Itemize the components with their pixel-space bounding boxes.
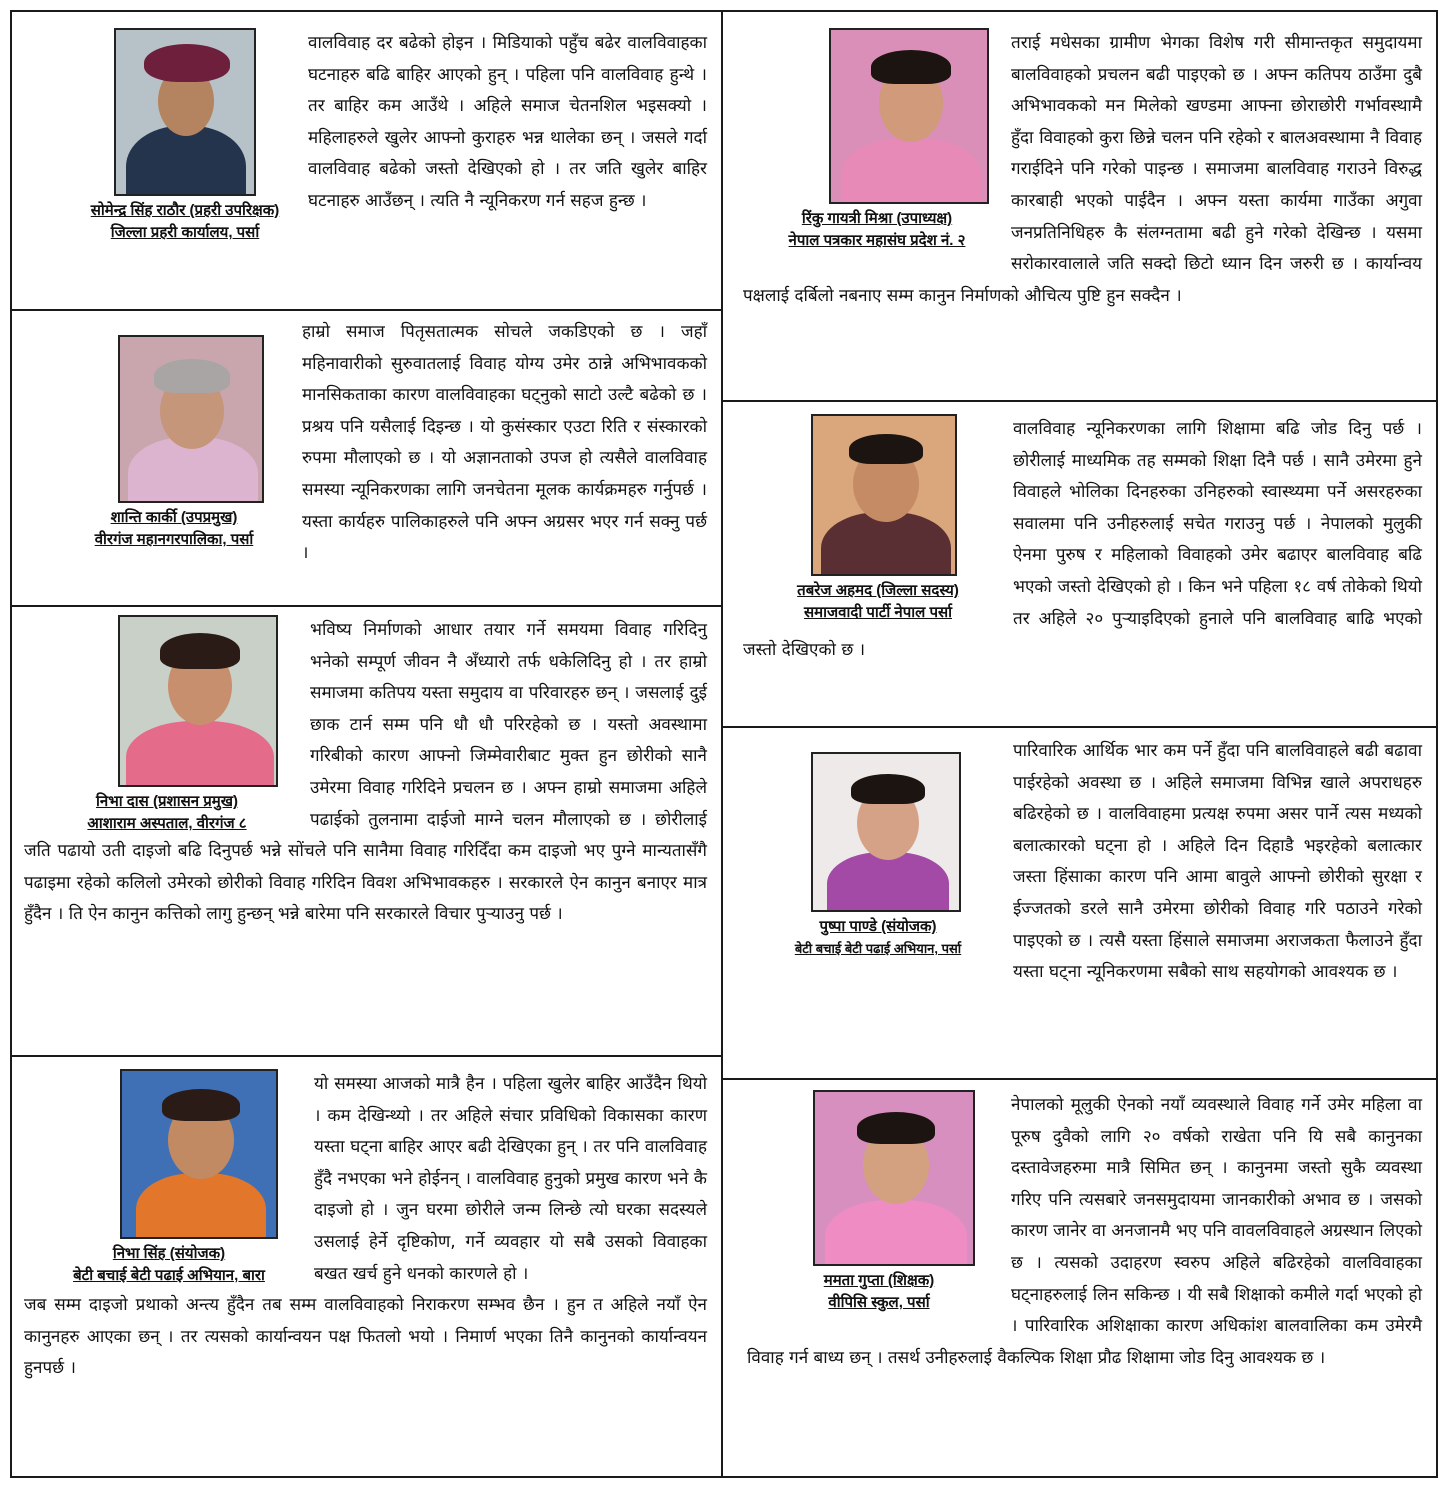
caption-rathaur (62, 200, 308, 244)
caption-karki (46, 507, 302, 551)
caption-office: वीपिसि स्कुल, पर्सा (828, 1294, 930, 1311)
portrait-woman-glasses (811, 752, 961, 912)
caption-name: तबरेज अहमद (जिल्ला सदस्य) (797, 582, 959, 599)
portrait-elderly-woman (118, 335, 264, 503)
caption-office: बेटी बचाई बेटी पढाई अभियान, पर्सा (794, 941, 962, 956)
caption-mishra (743, 208, 1011, 252)
caption-office: आशाराम अस्पताल, वीरगंज ८ (87, 815, 247, 832)
card-karki (12, 311, 721, 607)
quote-text: पारिवारिक आर्थिक भार कम पर्ने हुँदा पनि बालविवाहले बढी बढावा पाईरहेको अवस्था छ । अहिले समाजमा विभिन्न खाले अपराधहरु बढिरहेको छ । वालविवाहमा प्रत्यक्ष रुपमा असर पार्ने त्यस मध्यको बलात्कारको घट्ना हो । अहिले दिन दिहाडै भइरहेको बलात्कार जस्ता हिंसाका कारण पनि आमा बावुले आफ्नो छोरीको सुरक्षा र ईज्जतको डरले सानै उमेरमा छोरीको विवाह गरि पठाउने गरेको पाइएको छ । त्यसै यस्ता हिंसाले समाजमा अराजकता फैलाउने हुँदा यस्ता घट्ना न्यूनिकरणमा सबैको साथ सहयोगको आवश्यक छ । (1013, 741, 1422, 983)
caption-office: जिल्ला प्रहरी कार्यालय, पर्सा (110, 224, 260, 241)
card-ahmad (723, 402, 1436, 728)
caption-pandey (743, 916, 1013, 960)
quote-text: तराई मधेसका ग्रामीण भेगका विशेष गरी सीमान्तकृत समुदायमा बालविवाहको प्रचलन बढी पाइएको छ । अफ्न कतिपय ठाउँमा दुबै अभिभावकको मन मिलेको खण्डमा आफ्ना छोराछोरी गर्भावस्थामै हुँदा विवाहको कुरा छिन्ने चलन पनि रहेको र बालअवस्थामा नै विवाह गराईदिने पनि गरेको पाइन्छ । समाजमा बालविवाह गराउने विरुद्ध कारबाही भएको पाईदैन । अफ्न यस्ता कार्यमा गाउँका अगुवा जनप्रतिनिधिहरु कै संलग्नतामा बढी हुने गरेको देखिन्छ । यसमा सरोकारवालाले जति सक्दो छिटो ध्यान दिन जरुरी छ । कार्यान्वय पक्षलाई दर्बिलो नबनाए सम्म कानुन निर्माणको औचित्य पुष्टि हुन सक्दैन । (743, 33, 1422, 306)
caption-name: पुष्पा पाण्डे (संयोजक) (819, 918, 937, 935)
portrait-woman-pink-saree (118, 615, 278, 787)
portrait-man-microphone (811, 414, 957, 576)
quote-text: वालविवाह दर बढेको होइन । मिडियाको पहुँच बढेर वालविवाहका घटनाहरु बढि बाहिर आएको हुन् । पहिला पनि वालविवाह हुन्थे । तर बाहिर कम आउँथे । अहिले समाज चेतनशिल भइसक्यो । महिलाहरुले खुलेर आफ्नो कुराहरु भन्न थालेका छन् । जसले गर्दा वालविवाह बढेको जस्तो देखिएको हो । तर जति खुलेर बाहिर घटनाहरु आउँछन् । त्यति नै न्यूनिकरण गर्न सहज हुन्छ । (308, 33, 707, 211)
caption-office: बेटी बचाई बेटी पढाई अभियान, बारा (73, 1267, 265, 1284)
card-pandey (723, 728, 1436, 1080)
card-mishra (723, 12, 1436, 402)
caption-singh (24, 1243, 314, 1287)
caption-name: ममता गुप्ता (शिक्षक) (823, 1272, 935, 1289)
caption-name: शान्ति कार्की (उपप्रमुख) (110, 509, 238, 526)
caption-office: नेपाल पत्रकार महासंघ प्रदेश नं. २ (788, 232, 966, 249)
caption-name: निभा दास (प्रशासन प्रमुख) (96, 793, 238, 810)
card-das (12, 607, 721, 1057)
card-singh (12, 1057, 721, 1477)
quote-text: हाम्रो समाज पितृसतात्मक सोचले जकडिएको छ । जहाँ महिनावारीको सुरुवातलाई विवाह योग्य उमेर ठान्ने अभिभावकको मानसिकताका कारण वालविवाहका घट्नुको साटो उल्टै बढेको छ । प्रश्रय पनि यसैलाई दिइन्छ । यो कुसंस्कार एउटा रिति र संस्कारको रुपमा मौलाएको छ । यो अज्ञानताको उपज हो त्यसैले वालविवाह समस्या न्यूनिकरणका लागि जनचेतना मूलक कार्यक्रमहरु गर्नुपर्छ । यस्ता कार्यहरु पालिकाहरुले पनि अफ्न अग्रसर भएर गर्न सक्नु पर्छ । (302, 322, 707, 564)
card-rathaur (12, 12, 721, 311)
quote-text: यो समस्या आजको मात्रै हैन । पहिला खुलेर बाहिर आउँदैन थियो । कम देखिन्थ्यो । तर अहिले संचार प्रविधिको विकासका कारण यस्ता घट्ना बाहिर आएर बढी देखिएका हुन् । तर पनि वालविवाह हुँदै नभएका भने होईनन् । वालविवाह हुनुको प्रमुख कारण भने कै दाइजो हो । जुन घरमा छोरीले जन्म लिन्छे त्यो घरका सदस्यले उसलाई हेर्ने दृष्टिकोण, गर्ने व्यवहार यो सबै उसको विवाहका बखत खर्च हुने धनको कारणले हो । (314, 1074, 707, 1284)
portrait-woman-spectacles (120, 1069, 278, 1239)
quote-text: भविष्य निर्माणको आधार तयार गर्ने समयमा विवाह गरिदिनु भनेको सम्पूर्ण जीवन नै अँध्यारो तर्फ धकेलिदिनु हो । तर हाम्रो समाजमा कतिपय यस्ता समुदाय वा परिवारहरु छन् । जसलाई दुई छाक टार्न सम्म पनि धौ धौ परिरहेको छ । यस्तो अवस्थामा गरिबीको कारण आफ्नो जिम्मेवारीबाट मुक्त हुन छोरीको सानै उमेरमा विवाह गरिदिने प्रचलन छ । अफ्न हाम्रो समाजमा अहिले पढाईको तुलनामा दाईजो माग्ने चलन मौलाएको छ । छोरीलाई जति पढायो उती दाइजो बढि दिनुपर्छ भन्ने सोंचले पनि सानैमा विवाह गरिदिँदा कम दाइजो भए पुग्ने मान्यतासँगै पढाइमा रहेको कलिलो उमेरको छोरीको विवाह गरिदिन विवश अभिभावकहरु । सरकारले ऐन कानुन बनाएर मात्र हुँदैन । ति ऐन कानुन कत्तिको लागु हुन्छन् भन्ने बारेमा पनि सरकारले विचार पुऱ्याउनु पर्छ । (24, 620, 707, 925)
portrait-police-officer (114, 28, 256, 196)
caption-office: समाजवादी पार्टी नेपाल पर्सा (804, 604, 952, 621)
portrait-woman-pink-top (813, 1090, 975, 1266)
caption-ahmad (743, 580, 1013, 624)
caption-name: सोमेन्द्र सिंह राठौर (प्रहरी उपरिक्षक) (90, 202, 280, 219)
card-gupta (723, 1080, 1436, 1477)
portrait-young-woman (829, 28, 989, 204)
caption-das (24, 791, 310, 835)
quote-text: नेपालको मूलुकी ऐनको नयाँ व्यवस्थाले विवाह गर्ने उमेर महिला वा पूरुष दुवैको लागि २० वर्षको राखेता पनि यि सबै कानुनका दस्तावेजहरुमा मात्रै सिमित छन् । कानुनमा जस्तो सुकै व्यवस्था गरिए पनि त्यसबारे जनसमुदायमा जानकारीको अभाव छ । जसको कारण जानेर वा अनजानमै भए पनि वावलविवाहले अग्रस्थान लिएको छ । त्यसको उदाहरण स्वरुप अहिले बढिरहेको वालविवाहका घट्नाहरुलाई लिन सकिन्छ । यी सबै शिक्षाको कमीले गर्दा भएको हो । पारिवारिक अशिक्षाका कारण अधिकांश बालवालिका कम उमेरमै विवाह गर्न बाध्य छन् । तसर्थ उनीहरुलाई वैकल्पिक शिक्षा प्रौढ शिक्षामा जोड दिनु आवश्यक छ । (747, 1095, 1422, 1368)
quote-text-continued: जब सम्म दाइजो प्रथाको अन्त्य हुँदैन तब सम्म वालविवाहको निराकरण सम्भव छैन । हुन त अहिले नयाँ ऐन कानुनहरु आएका छन् । तर त्यसको कार्यान्वयन पक्ष फितलो भयो । निमार्ण भएका तिनै कानुनको कार्यान्वयन हुनपर्छ । (24, 1295, 707, 1379)
caption-office: वीरगंज महानगरपालिका, पर्सा (94, 531, 254, 548)
caption-name: निभा सिंह (संयोजक) (112, 1245, 226, 1262)
caption-gupta (747, 1270, 1011, 1314)
caption-name: रिंकु गायत्री मिश्रा (उपाध्यक्ष) (801, 210, 953, 227)
quote-text: वालविवाह न्यूनिकरणका लागि शिक्षामा बढि जोड दिनु पर्छ । छोरीलाई माध्यमिक तह सम्मको शिक्षा दिनै पर्छ । सानै उमेरमा हुने विवाहले भोलिका दिनहरुका उनिहरुको स्वास्थ्यमा पर्ने असरहरुका सवालमा पनि उनीहरुलाई सचेत गराउनु पर्छ । नेपालको मुलुकी ऐनमा पुरुष र महिलाको विवाहको उमेर बढाएर बालविवाह बढि भएको जस्तो देखिएको हो । किन भने पहिला १८ वर्ष तोकेको थियो तर अहिले २० पुऱ्याइदिएको हुनाले पनि बालविवाह बाढि भएको जस्तो देखिएको छ । (743, 419, 1422, 661)
